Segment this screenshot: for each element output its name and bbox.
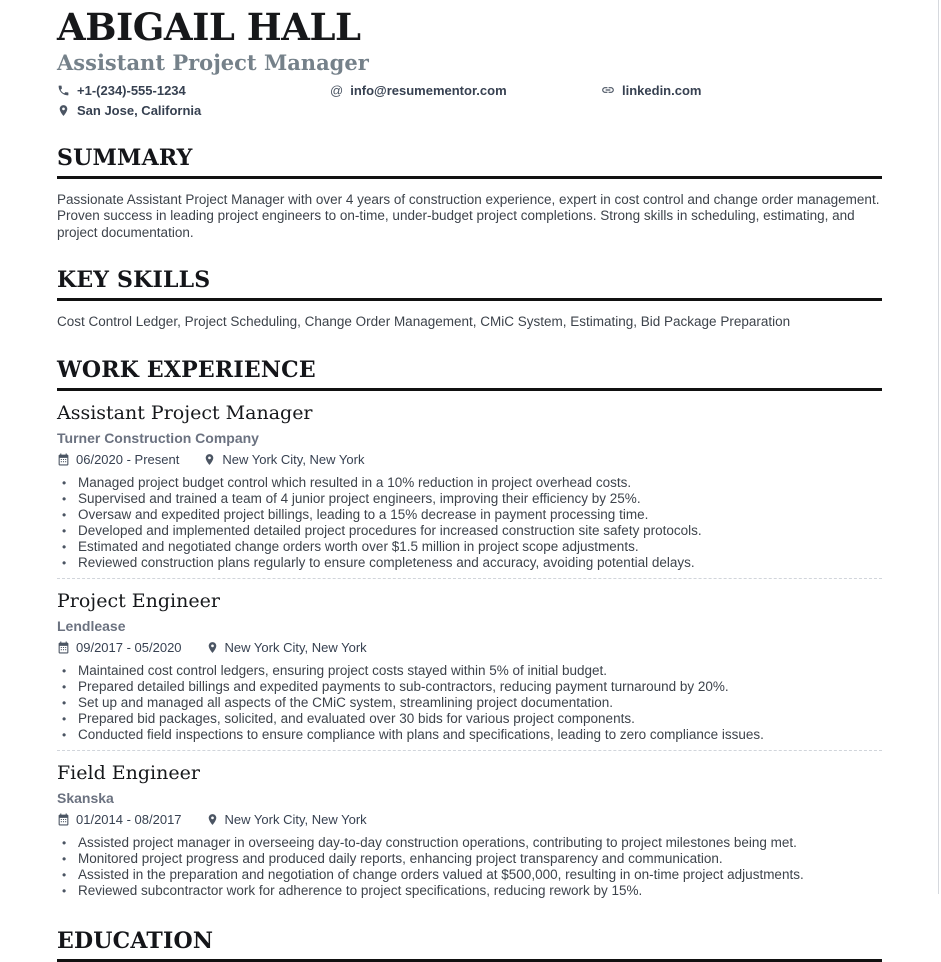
job-bullet: • Reviewed construction plans regularly to ensure completeness and accuracy, avoiding potential delays. — [57, 555, 882, 571]
section-summary — [57, 145, 882, 242]
job-entry — [57, 402, 882, 571]
job-location — [206, 640, 367, 655]
job-bullet: • Assisted in the preparation and negotiation of change orders valued at $500,000, resulting in on-time project adjustments. — [57, 867, 882, 883]
pin-icon — [57, 104, 70, 117]
heading-rule — [57, 298, 882, 301]
phone-text: +1-(234)-555-1234 — [77, 82, 186, 98]
job-location-text: New York City, New York — [224, 811, 367, 827]
contact-linkedin — [601, 82, 882, 99]
calendar-icon — [57, 641, 70, 654]
job-divider — [57, 750, 882, 751]
contact-phone — [57, 82, 330, 99]
section-key-skills — [57, 267, 882, 331]
job-divider — [57, 578, 882, 579]
link-icon — [601, 83, 615, 97]
contact-location — [57, 102, 330, 119]
pin-icon — [206, 641, 219, 654]
job-company: Skanska — [57, 789, 114, 806]
job-bullet: • Managed project budget control which resulted in a 10% reduction in project overhead costs. — [57, 475, 882, 491]
job-company: Turner Construction Company — [57, 429, 259, 446]
pin-icon — [203, 453, 216, 466]
job-meta — [57, 452, 882, 467]
job-bullet: • Reviewed subcontractor work for adherence to project specifications, reducing rework by 15%. — [57, 883, 882, 899]
job-meta — [57, 812, 882, 827]
job-bullet: • Maintained cost control ledgers, ensuring project costs stayed within 5% of initial budget. — [57, 663, 882, 679]
job-title: Assistant Project Manager — [57, 401, 313, 424]
at-icon: @ — [330, 82, 344, 98]
job-bullet: • Prepared detailed billings and expedited payments to sub-contractors, reducing payment turnaround by 20%. — [57, 679, 882, 695]
job-dates-text: 01/2014 - 08/2017 — [76, 811, 182, 827]
job-bullets — [57, 663, 882, 743]
heading-rule — [57, 176, 882, 179]
heading-rule — [57, 388, 882, 391]
job-bullet: • Set up and managed all aspects of the CMiC system, streamlining project documentation. — [57, 695, 882, 711]
resume-header — [57, 5, 882, 119]
job-dates-text: 09/2017 - 05/2020 — [76, 639, 182, 655]
job-bullet: • Assisted project manager in overseeing day-to-day construction operations, contributing to project milestones being met. — [57, 835, 882, 851]
linkedin-text: linkedin.com — [622, 82, 702, 98]
job-entry — [57, 762, 882, 899]
candidate-title: Assistant Project Manager — [57, 49, 369, 75]
page-right-edge — [938, 0, 939, 894]
section-work-experience — [57, 357, 882, 899]
job-location-text: New York City, New York — [224, 639, 367, 655]
job-location — [203, 452, 364, 467]
summary-heading: SUMMARY — [57, 144, 193, 171]
section-education — [57, 928, 882, 962]
job-dates — [57, 452, 179, 467]
calendar-icon — [57, 813, 70, 826]
jobs-list — [57, 402, 882, 899]
work-experience-heading: WORK EXPERIENCE — [57, 356, 316, 383]
phone-icon — [57, 84, 70, 97]
email-text: info@resumementor.com — [350, 82, 507, 98]
contact-info — [57, 82, 882, 119]
job-dates — [57, 812, 182, 827]
job-location-text: New York City, New York — [222, 451, 365, 467]
job-bullet: • Oversaw and expedited project billings, leading to a 15% decrease in payment processing time. — [57, 507, 882, 523]
pin-icon — [206, 813, 219, 826]
job-entry — [57, 590, 882, 743]
job-title: Project Engineer — [57, 589, 220, 612]
job-company: Lendlease — [57, 617, 126, 634]
calendar-icon — [57, 453, 70, 466]
job-bullet: • Estimated and negotiated change orders worth over $1.5 million in project scope adjustments. — [57, 539, 882, 555]
summary-text: Passionate Assistant Project Manager with over 4 years of construction experience, expert in cost control and change order management. Proven success in leading project engineers to on-time, under-budget project completions. Strong skills in scheduling, estimating, and project documentation. — [57, 191, 880, 240]
job-bullet: • Developed and implemented detailed project procedures for increased construction site safety protocols. — [57, 523, 882, 539]
job-bullet: • Conducted field inspections to ensure compliance with plans and specifications, leading to zero compliance issues. — [57, 727, 882, 743]
key-skills-heading: KEY SKILLS — [57, 267, 211, 294]
job-bullets — [57, 835, 882, 899]
key-skills-text: Cost Control Ledger, Project Scheduling, Change Order Management, CMiC System, Estimating, Bid Package Preparation — [57, 314, 791, 330]
job-bullet: • Supervised and trained a team of 4 junior project engineers, improving their efficiency by 25%. — [57, 491, 882, 507]
job-bullet: • Prepared bid packages, solicited, and evaluated over 30 bids for various project components. — [57, 711, 882, 727]
location-text: San Jose, California — [77, 102, 202, 118]
heading-rule — [57, 959, 882, 962]
candidate-name: ABIGAIL HALL — [57, 5, 361, 49]
job-bullets — [57, 475, 882, 571]
job-bullet: • Monitored project progress and produced daily reports, enhancing project transparency and communication. — [57, 851, 882, 867]
contact-email — [330, 82, 601, 99]
job-meta — [57, 640, 882, 655]
education-heading: EDUCATION — [57, 927, 214, 954]
job-location — [206, 812, 367, 827]
resume-page — [57, 0, 882, 962]
job-dates-text: 06/2020 - Present — [76, 451, 180, 467]
job-dates — [57, 640, 182, 655]
job-title: Field Engineer — [57, 761, 200, 784]
